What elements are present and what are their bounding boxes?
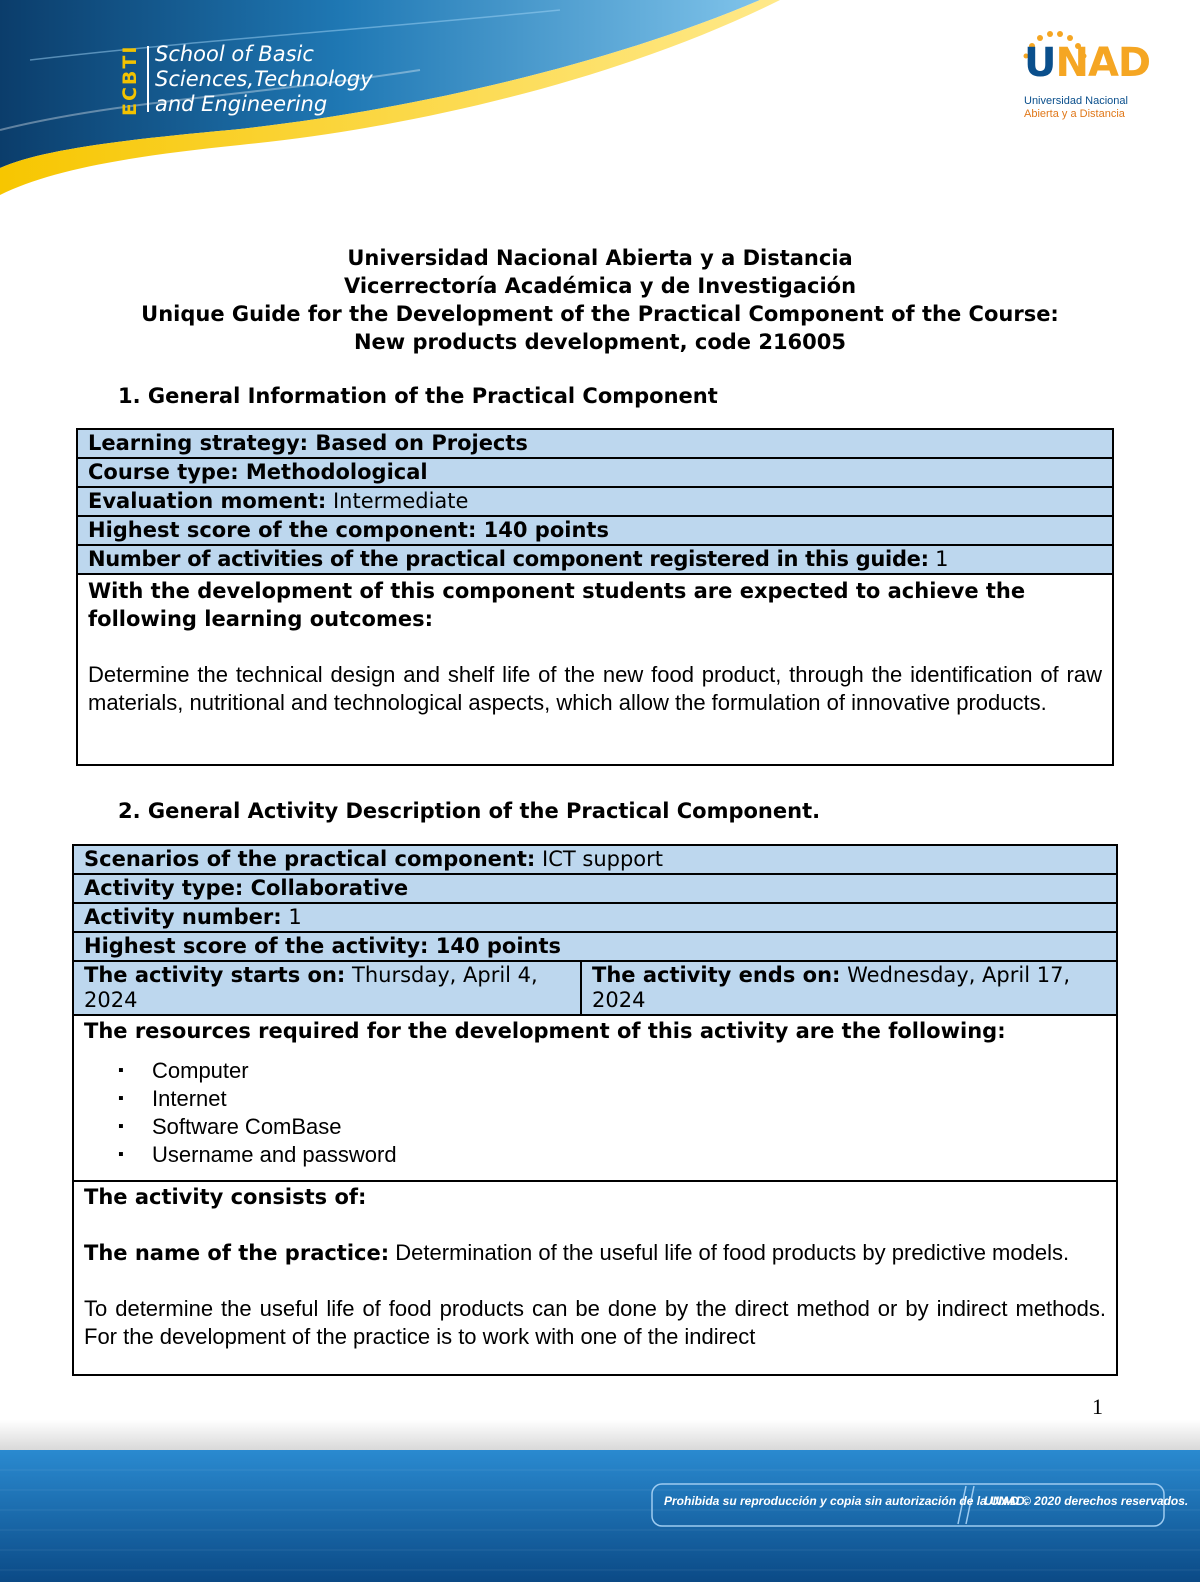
practice-paragraph: To determine the useful life of food products can be done by the direct method or by indirect methods. For the development of the practice is to work with one of the indirect (84, 1296, 1106, 1349)
ecbti-vertical-label: ECBTI (119, 44, 141, 116)
starts-label: The activity starts on: (84, 963, 346, 987)
scenarios-label: Scenarios of the practical component: (84, 847, 536, 871)
school-line-2: Sciences,Technology (155, 67, 373, 91)
unad-logo-subtitle (1024, 95, 1128, 121)
activities-value: 1 (935, 547, 949, 571)
activity-description-table (72, 844, 1118, 1376)
list-item: ▪ Username and password (152, 1141, 1106, 1169)
school-line-1: School of Basic (155, 42, 314, 66)
title-guide: Unique Guide for the Development of the Practical Component of the Course: (141, 302, 1059, 326)
activity-number-row (73, 903, 1117, 932)
activity-consists-cell (73, 1181, 1117, 1375)
footer-notice: Prohibida su reproducción y copia sin autorización de la UNAD. (664, 1494, 1029, 1508)
evaluation-value: Intermediate (332, 489, 469, 513)
footer-copyright: UNAD © 2020 derechos reservados. (984, 1494, 1189, 1508)
practice-value: Determination of the useful life of food products by predictive models. (395, 1240, 1070, 1265)
general-info-table (76, 428, 1114, 766)
resources-heading: The resources required for the development of this activity are the following: (84, 1019, 1006, 1043)
school-name (155, 42, 373, 117)
logo-line-2: Abierta y a Distancia (1024, 108, 1125, 120)
title-course: New products development, code 216005 (353, 330, 847, 354)
consists-heading: The activity consists of: (84, 1185, 367, 1209)
scenarios-value: ICT support (542, 847, 664, 871)
course-type-row: Course type: Methodological (77, 458, 1113, 487)
page-number: 1 (1092, 1394, 1103, 1419)
ends-value: Wednesday, April 17, 2024 (592, 963, 1071, 1012)
outcomes-text: Determine the technical design and shelf life of the new food product, through the identification of raw materials, nutritional and technological aspects, which allow the formulation of innovative products. (88, 662, 1102, 715)
activity-number-value: 1 (288, 905, 302, 929)
learning-strategy-row: Learning strategy: Based on Projects (77, 429, 1113, 458)
learning-outcomes-cell (77, 574, 1113, 765)
resources-cell (73, 1015, 1117, 1181)
resources-list (84, 1057, 1106, 1169)
unad-logo-wordmark: UNAD (1024, 40, 1151, 86)
activities-count-row (77, 545, 1113, 574)
title-university: Universidad Nacional Abierta y a Distancia (347, 246, 853, 270)
scenarios-row (73, 845, 1117, 874)
outcomes-heading: With the development of this component students are expected to achieve the following learning outcomes: (88, 579, 1026, 631)
school-line-3: and Engineering (155, 92, 328, 116)
highest-score-component-row: Highest score of the component: 140 points (77, 516, 1113, 545)
list-item: ▪ Software ComBase (152, 1113, 1106, 1141)
ends-label: The activity ends on: (592, 963, 841, 987)
document-titles (0, 244, 1200, 356)
activity-number-label: Activity number: (84, 905, 282, 929)
section-2-heading: 2. General Activity Description of the Practical Component. (118, 799, 821, 823)
starts-value: Thursday, April 4, 2024 (84, 963, 538, 1012)
activities-label: Number of activities of the practical component registered in this guide: (88, 547, 929, 571)
activity-type-row: Activity type: Collaborative (73, 874, 1117, 903)
highest-score-activity-row: Highest score of the activity: 140 points (73, 932, 1117, 961)
list-item: ▪ Computer (152, 1057, 1106, 1085)
evaluation-label: Evaluation moment: (88, 489, 327, 513)
activity-end-cell (581, 961, 1117, 1015)
section-1-heading: 1. General Information of the Practical Component (118, 384, 718, 408)
logo-line-1: Universidad Nacional (1024, 95, 1128, 107)
list-item: ▪ Internet (152, 1085, 1106, 1113)
evaluation-moment-row (77, 487, 1113, 516)
practice-label: The name of the practice: (84, 1241, 390, 1265)
activity-start-cell (73, 961, 581, 1015)
title-vicerrectoria: Vicerrectoría Académica y de Investigación (343, 274, 857, 298)
practice-name (84, 1239, 1106, 1267)
